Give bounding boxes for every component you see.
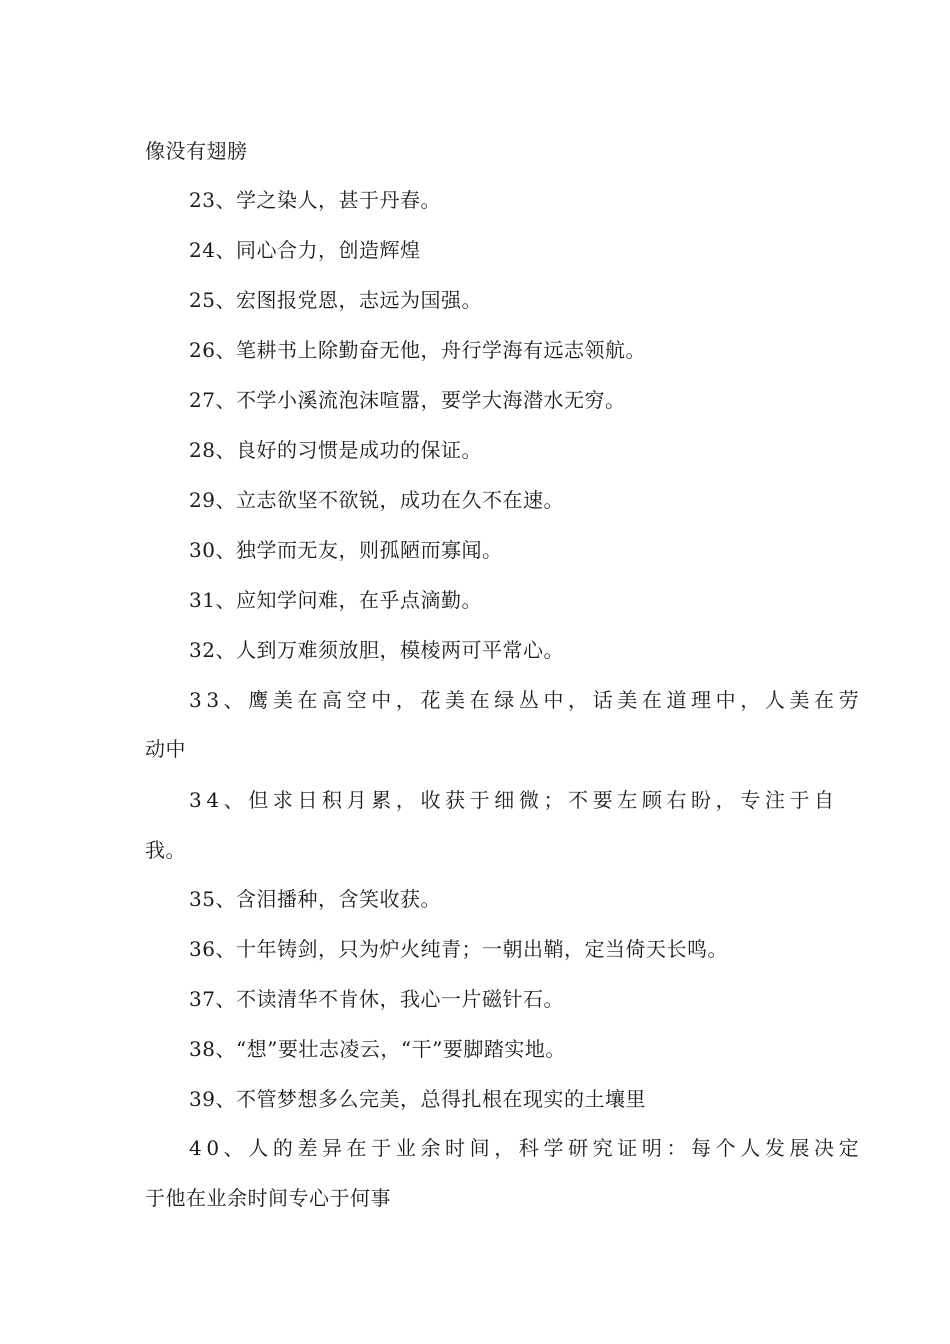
text-line: 35、含泪播种，含笑收获。 [189, 887, 441, 911]
text-line: 动中 [145, 737, 186, 761]
text-line: 29、立志欲坚不欲锐，成功在久不在速。 [189, 488, 564, 512]
text-line: 31、应知学问难，在乎点滴勤。 [189, 588, 482, 612]
text-line: 33、鹰美在高空中，花美在绿丛中，话美在道理中，人美在劳 [189, 688, 864, 712]
text-line: 我。 [145, 838, 186, 862]
text-line: 36、十年铸剑，只为炉火纯青；一朝出鞘，定当倚天长鸣。 [189, 937, 728, 961]
text-line: 34、但求日积月累，收获于细微；不要左顾右盼，专注于自 [189, 788, 839, 812]
text-line: 40、人的差异在于业余时间，科学研究证明：每个人发展决定 [189, 1136, 864, 1160]
text-line: 27、不学小溪流泡沫喧嚣，要学大海潜水无穷。 [189, 388, 626, 412]
text-line: 23、学之染人，甚于丹春。 [189, 188, 441, 212]
text-line: 37、不读清华不肯休，我心一片磁针石。 [189, 987, 564, 1011]
text-line: 32、人到万难须放胆，模棱两可平常心。 [189, 638, 564, 662]
text-line: 26、笔耕书上除勤奋无他，舟行学海有远志领航。 [189, 338, 646, 362]
text-line: 像没有翅膀 [145, 139, 248, 163]
text-line: 于他在业余时间专心于何事 [145, 1186, 391, 1210]
text-line: 24、同心合力，创造辉煌 [189, 238, 421, 262]
text-line: 28、良好的习惯是成功的保证。 [189, 438, 482, 462]
text-line: 38、“想”要壮志凌云，“干”要脚踏实地。 [189, 1037, 566, 1061]
text-line: 39、不管梦想多么完美，总得扎根在现实的土壤里 [189, 1087, 646, 1111]
text-line: 25、宏图报党恩，志远为国强。 [189, 288, 482, 312]
text-line: 30、独学而无友，则孤陋而寡闻。 [189, 538, 503, 562]
